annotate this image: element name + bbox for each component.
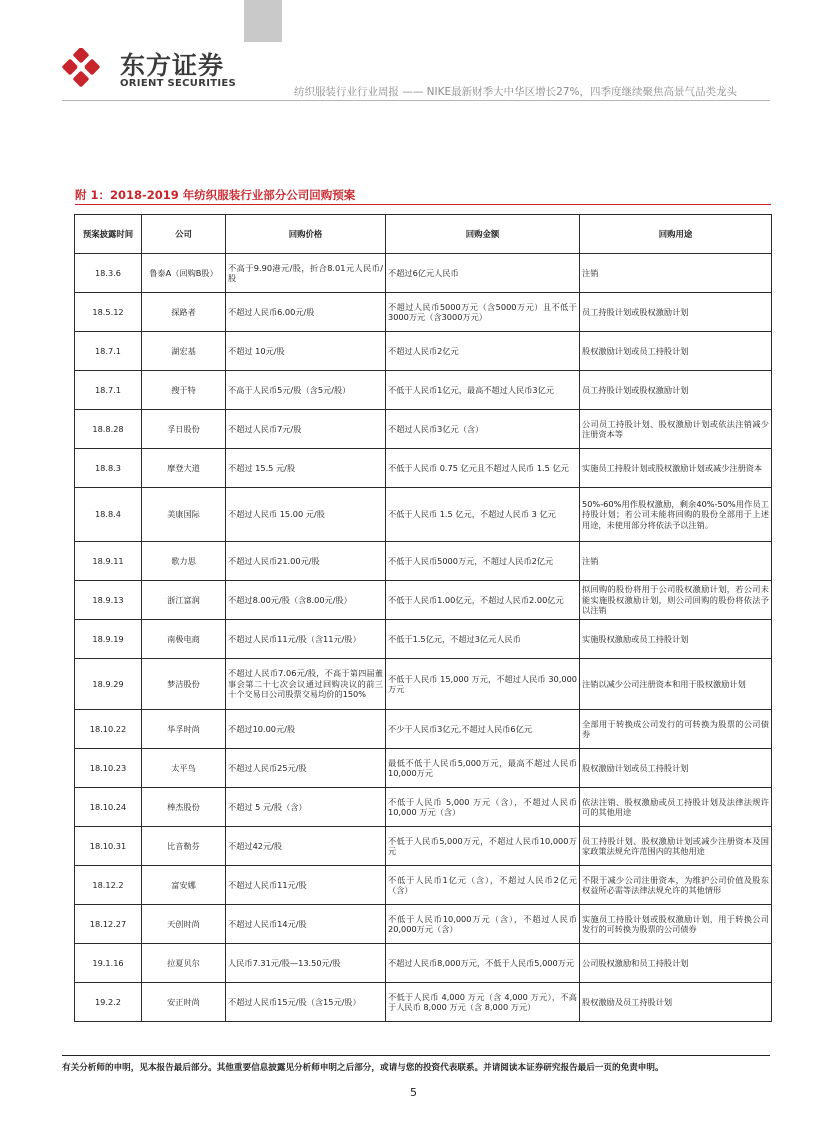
cell-amount: 不低于1.5亿元，不超过3亿元人民币: [386, 620, 580, 659]
table-row: [75, 866, 772, 905]
cell-company: 浙江富润: [142, 581, 226, 620]
cell-date: 18.3.6: [75, 254, 142, 293]
cell-date: 18.10.23: [75, 749, 142, 788]
cell-date: 18.7.1: [75, 332, 142, 371]
cell-company: 搜于特: [142, 371, 226, 410]
table-row: [75, 788, 772, 827]
logo-chinese-name: 东方证券: [120, 51, 225, 80]
table-row: [75, 449, 772, 488]
cell-purpose: 公司股权激励和员工持股计划: [580, 944, 772, 983]
cell-purpose: 实施员工持股计划或股权激励计划或减少注册资本: [580, 449, 772, 488]
header-company: 公司: [142, 215, 226, 254]
cell-price: 不超过人民币7.06元/股，不高于第四届董事会第二十七次会议通过回购决议的前三十个交易日公司股票交易均价的150%: [226, 659, 386, 710]
cell-amount: 不低于人民币10,000万元（含），不超过人民币20,000万元（含）: [386, 905, 580, 944]
table-row: [75, 944, 772, 983]
cell-price: 不超过42元/股: [226, 827, 386, 866]
table-row: [75, 488, 772, 542]
cell-amount: 不低于人民币 15,000 万元，不超过人民币 30,000 万元: [386, 659, 580, 710]
cell-date: 18.9.19: [75, 620, 142, 659]
cell-amount: 不超过人民币3亿元（含）: [386, 410, 580, 449]
cell-price: 不高于9.90港元/股，折合8.01元人民币/股: [226, 254, 386, 293]
cell-purpose: 注销: [580, 542, 772, 581]
appendix-title-rule: [75, 204, 771, 205]
table-row: [75, 581, 772, 620]
table-header-row: [75, 215, 772, 254]
cell-price: 不超过 5 元/股（含）: [226, 788, 386, 827]
cell-price: 不超过人民币15元/股（含15元/股）: [226, 983, 386, 1022]
cell-purpose: 股权激励计划或员工持股计划: [580, 749, 772, 788]
header-gray-bar: [244, 0, 282, 42]
logo-english-name: ORIENT SECURITIES: [120, 78, 237, 89]
table-row: [75, 410, 772, 449]
header-disclosure-date: 预案披露时间: [75, 215, 142, 254]
cell-price: 不超过人民币25元/股: [226, 749, 386, 788]
cell-price: 不超过 15.5 元/股: [226, 449, 386, 488]
cell-company: 太平鸟: [142, 749, 226, 788]
cell-purpose: 实施股权激励或员工持股计划: [580, 620, 772, 659]
cell-date: 18.8.4: [75, 488, 142, 542]
table-row: [75, 983, 772, 1022]
cell-purpose: 拟回购的股份将用于公司股权激励计划，若公司未能实施股权激励计划，则公司回购的股份将依法予以注销: [580, 581, 772, 620]
cell-amount: 不超过6亿元人民币: [386, 254, 580, 293]
cell-company: 南极电商: [142, 620, 226, 659]
cell-amount: 不低于人民币 4,000 万元（含 4,000 万元），不高于人民币 8,000 万元（含 8,000 万元）: [386, 983, 580, 1022]
cell-company: 华孚时尚: [142, 710, 226, 749]
cell-company: 湖宏基: [142, 332, 226, 371]
cell-purpose: 依法注销、股权激励或员工持股计划及法律法规许可的其他用途: [580, 788, 772, 827]
cell-purpose: 全部用于转换成公司发行的可转换为股票的公司债券: [580, 710, 772, 749]
cell-company: 美康国际: [142, 488, 226, 542]
cell-amount: 不低于人民币 0.75 亿元且不超过人民币 1.5 亿元: [386, 449, 580, 488]
table-row: [75, 542, 772, 581]
header-price: 回购价格: [226, 215, 386, 254]
table-row: [75, 749, 772, 788]
buyback-plan-table: [74, 214, 772, 1022]
cell-company: 棒杰股份: [142, 788, 226, 827]
cell-price: 不超过8.00元/股（含8.00元/股）: [226, 581, 386, 620]
table-row: [75, 254, 772, 293]
cell-price: 不超过人民币11元/股: [226, 866, 386, 905]
cell-purpose: 员工持股计划或股权激励计划: [580, 293, 772, 332]
cell-price: 不超过10.00元/股: [226, 710, 386, 749]
cell-purpose: 50%-60%用作股权激励，剩余40%-50%用作员工持股计划；若公司未能将回购的股份全部用于上述用途，未使用部分将依法予以注销。: [580, 488, 772, 542]
cell-amount: 不低于人民币5000万元，不超过人民币2亿元: [386, 542, 580, 581]
appendix-title: 附 1：2018-2019 年纺织服装行业部分公司回购预案: [75, 188, 356, 202]
cell-date: 18.9.11: [75, 542, 142, 581]
cell-company: 孚日股份: [142, 410, 226, 449]
header-amount: 回购金额: [386, 215, 580, 254]
footer-disclaimer: 有关分析师的申明，见本报告最后部分。其他重要信息披露见分析师申明之后部分，或请与您的投资代表联系。并请阅读本证券研究报告最后一页的免责申明。: [62, 1063, 664, 1073]
cell-purpose: 注销: [580, 254, 772, 293]
cell-purpose: 股权激励及员工持股计划: [580, 983, 772, 1022]
cell-amount: 不少于人民币3亿元,不超过人民币6亿元: [386, 710, 580, 749]
cell-purpose: 实施员工持股计划或股权激励计划，用于转换公司发行的可转换为股票的公司债券: [580, 905, 772, 944]
orient-securities-logo: [62, 48, 106, 88]
cell-amount: 不低于人民币 1.5 亿元，不超过人民币 3 亿元: [386, 488, 580, 542]
cell-date: 18.9.13: [75, 581, 142, 620]
cell-price: 不超过人民币11元/股（含11元/股）: [226, 620, 386, 659]
cell-amount: 不超过人民币5000万元（含5000万元）且不低于3000万元（含3000万元）: [386, 293, 580, 332]
report-title: 纺织服装行业行业周报 —— NIKE最新财季大中华区增长27%，四季度继续聚焦高景气品类龙头: [294, 86, 737, 98]
cell-price: 不超过人民币 15.00 元/股: [226, 488, 386, 542]
table-row: [75, 905, 772, 944]
table-row: [75, 620, 772, 659]
cell-price: 不高于人民币5元/股（含5元/股）: [226, 371, 386, 410]
cell-company: 拉夏贝尔: [142, 944, 226, 983]
cell-price: 不超过人民币21.00元/股: [226, 542, 386, 581]
cell-company: 富安娜: [142, 866, 226, 905]
cell-date: 18.5.12: [75, 293, 142, 332]
cell-amount: 不低于人民币5,000万元，不超过人民币10,000万元: [386, 827, 580, 866]
cell-date: 18.12.27: [75, 905, 142, 944]
cell-company: 鲁泰A（回购B股）: [142, 254, 226, 293]
cell-purpose: 员工持股计划或股权激励计划: [580, 371, 772, 410]
table-row: [75, 332, 772, 371]
cell-purpose: 员工持股计划、股权激励计划或减少注册资本及国家政策法规允许范围内的其他用途: [580, 827, 772, 866]
cell-amount: 不低于人民币 5,000 万元（含），不超过人民币 10,000 万元（含）: [386, 788, 580, 827]
cell-date: 18.10.31: [75, 827, 142, 866]
cell-price: 不超过人民币6.00元/股: [226, 293, 386, 332]
table-row: [75, 659, 772, 710]
cell-purpose: 注销以减少公司注册资本和用于股权激励计划: [580, 659, 772, 710]
cell-amount: 不超过人民币2亿元: [386, 332, 580, 371]
header-purpose: 回购用途: [580, 215, 772, 254]
cell-price: 不超过人民币14元/股: [226, 905, 386, 944]
cell-date: 18.7.1: [75, 371, 142, 410]
cell-date: 19.2.2: [75, 983, 142, 1022]
cell-purpose: 股权激励计划或员工持股计划: [580, 332, 772, 371]
cell-amount: 最低不低于人民币5,000万元，最高不超过人民币10,000万元: [386, 749, 580, 788]
cell-company: 比音勒芬: [142, 827, 226, 866]
footer-divider: [62, 1055, 770, 1056]
cell-date: 18.8.28: [75, 410, 142, 449]
table-row: [75, 710, 772, 749]
cell-date: 18.10.22: [75, 710, 142, 749]
cell-company: 天创时尚: [142, 905, 226, 944]
cell-date: 18.8.3: [75, 449, 142, 488]
cell-purpose: 公司员工持股计划、股权激励计划或依法注销减少注册资本等: [580, 410, 772, 449]
cell-company: 梦洁股份: [142, 659, 226, 710]
cell-company: 探路者: [142, 293, 226, 332]
table-row: [75, 371, 772, 410]
cell-date: 19.1.16: [75, 944, 142, 983]
cell-company: 摩登大道: [142, 449, 226, 488]
page-number: 5: [410, 1086, 417, 1099]
cell-amount: 不超过人民币8,000万元，不低于人民币5,000万元: [386, 944, 580, 983]
cell-purpose: 不限于减少公司注册资本，为维护公司价值及股东权益所必需等法律法规允许的其他情形: [580, 866, 772, 905]
cell-price: 不超过人民币7元/股: [226, 410, 386, 449]
cell-company: 歌力思: [142, 542, 226, 581]
cell-amount: 不低于人民币1.00亿元，不超过人民币2.00亿元: [386, 581, 580, 620]
cell-date: 18.12.2: [75, 866, 142, 905]
cell-date: 18.9.29: [75, 659, 142, 710]
cell-amount: 不低于人民币1亿元（含），不超过人民币2亿元（含）: [386, 866, 580, 905]
cell-price: 人民币7.31元/股—13.50元/股: [226, 944, 386, 983]
table-row: [75, 827, 772, 866]
cell-price: 不超过 10元/股: [226, 332, 386, 371]
cell-company: 安正时尚: [142, 983, 226, 1022]
header-divider: [62, 100, 770, 101]
cell-amount: 不低于人民币1亿元，最高不超过人民币3亿元: [386, 371, 580, 410]
cell-date: 18.10.24: [75, 788, 142, 827]
table-row: [75, 293, 772, 332]
